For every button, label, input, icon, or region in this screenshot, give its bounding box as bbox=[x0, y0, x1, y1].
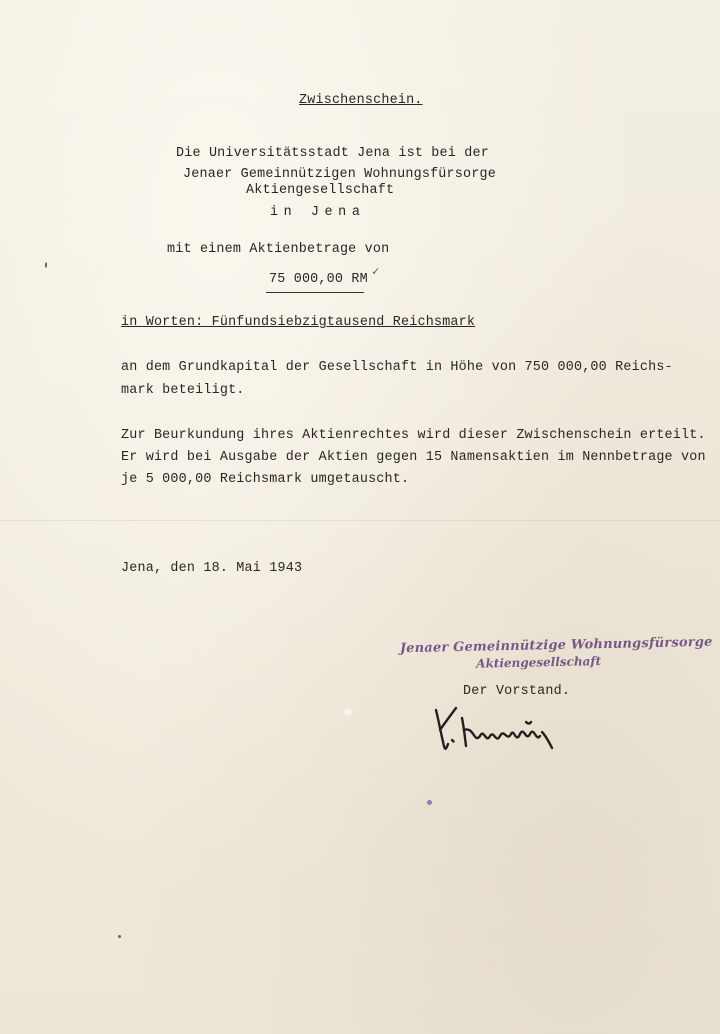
stamp-line-1: Jenaer Gemeinnützige Wohnungsfürsorge bbox=[399, 634, 713, 657]
stamp-line-2: Aktiengesellschaft bbox=[476, 654, 602, 671]
check-mark-icon: ✓ bbox=[372, 265, 380, 279]
paper-fold bbox=[0, 520, 720, 521]
certificate-text-line: je 5 000,00 Reichsmark umgetauscht. bbox=[121, 472, 410, 487]
handwritten-signature bbox=[430, 700, 580, 770]
company-name-line: Jenaer Gemeinnützigen Wohnungsfürsorge bbox=[183, 167, 496, 182]
amount-in-words: in Worten: Fünfundsiebzigtausend Reichsmark bbox=[121, 315, 476, 330]
company-type-line: Aktiengesellschaft bbox=[246, 183, 395, 198]
document-title: Zwischenschein. bbox=[299, 93, 423, 108]
company-stamp bbox=[400, 635, 713, 673]
share-amount: 75 000,00 RM bbox=[269, 272, 368, 287]
certificate-text-line: Er wird bei Ausgabe der Aktien gegen 15 Namensaktien im Nennbetrage von bbox=[121, 450, 706, 465]
capital-text-line: mark beteiligt. bbox=[121, 383, 245, 398]
board-label: Der Vorstand. bbox=[463, 684, 571, 699]
paper-spot bbox=[344, 708, 352, 716]
ink-dot bbox=[45, 262, 47, 268]
ink-dot bbox=[427, 800, 432, 805]
ink-dot bbox=[118, 935, 121, 938]
company-seat-line: in Jena bbox=[270, 205, 366, 220]
share-amount-intro: mit einem Aktienbetrage von bbox=[167, 242, 390, 257]
certificate-text-line: Zur Beurkundung ihres Aktienrechtes wird dieser Zwischenschein erteilt. bbox=[121, 428, 706, 443]
capital-text-line: an dem Grundkapital der Gesellschaft in Höhe von 750 000,00 Reichs- bbox=[121, 360, 673, 375]
amount-underline bbox=[266, 292, 364, 293]
holder-line: Die Universitätsstadt Jena ist bei der bbox=[176, 146, 489, 161]
place-date: Jena, den 18. Mai 1943 bbox=[121, 561, 303, 576]
